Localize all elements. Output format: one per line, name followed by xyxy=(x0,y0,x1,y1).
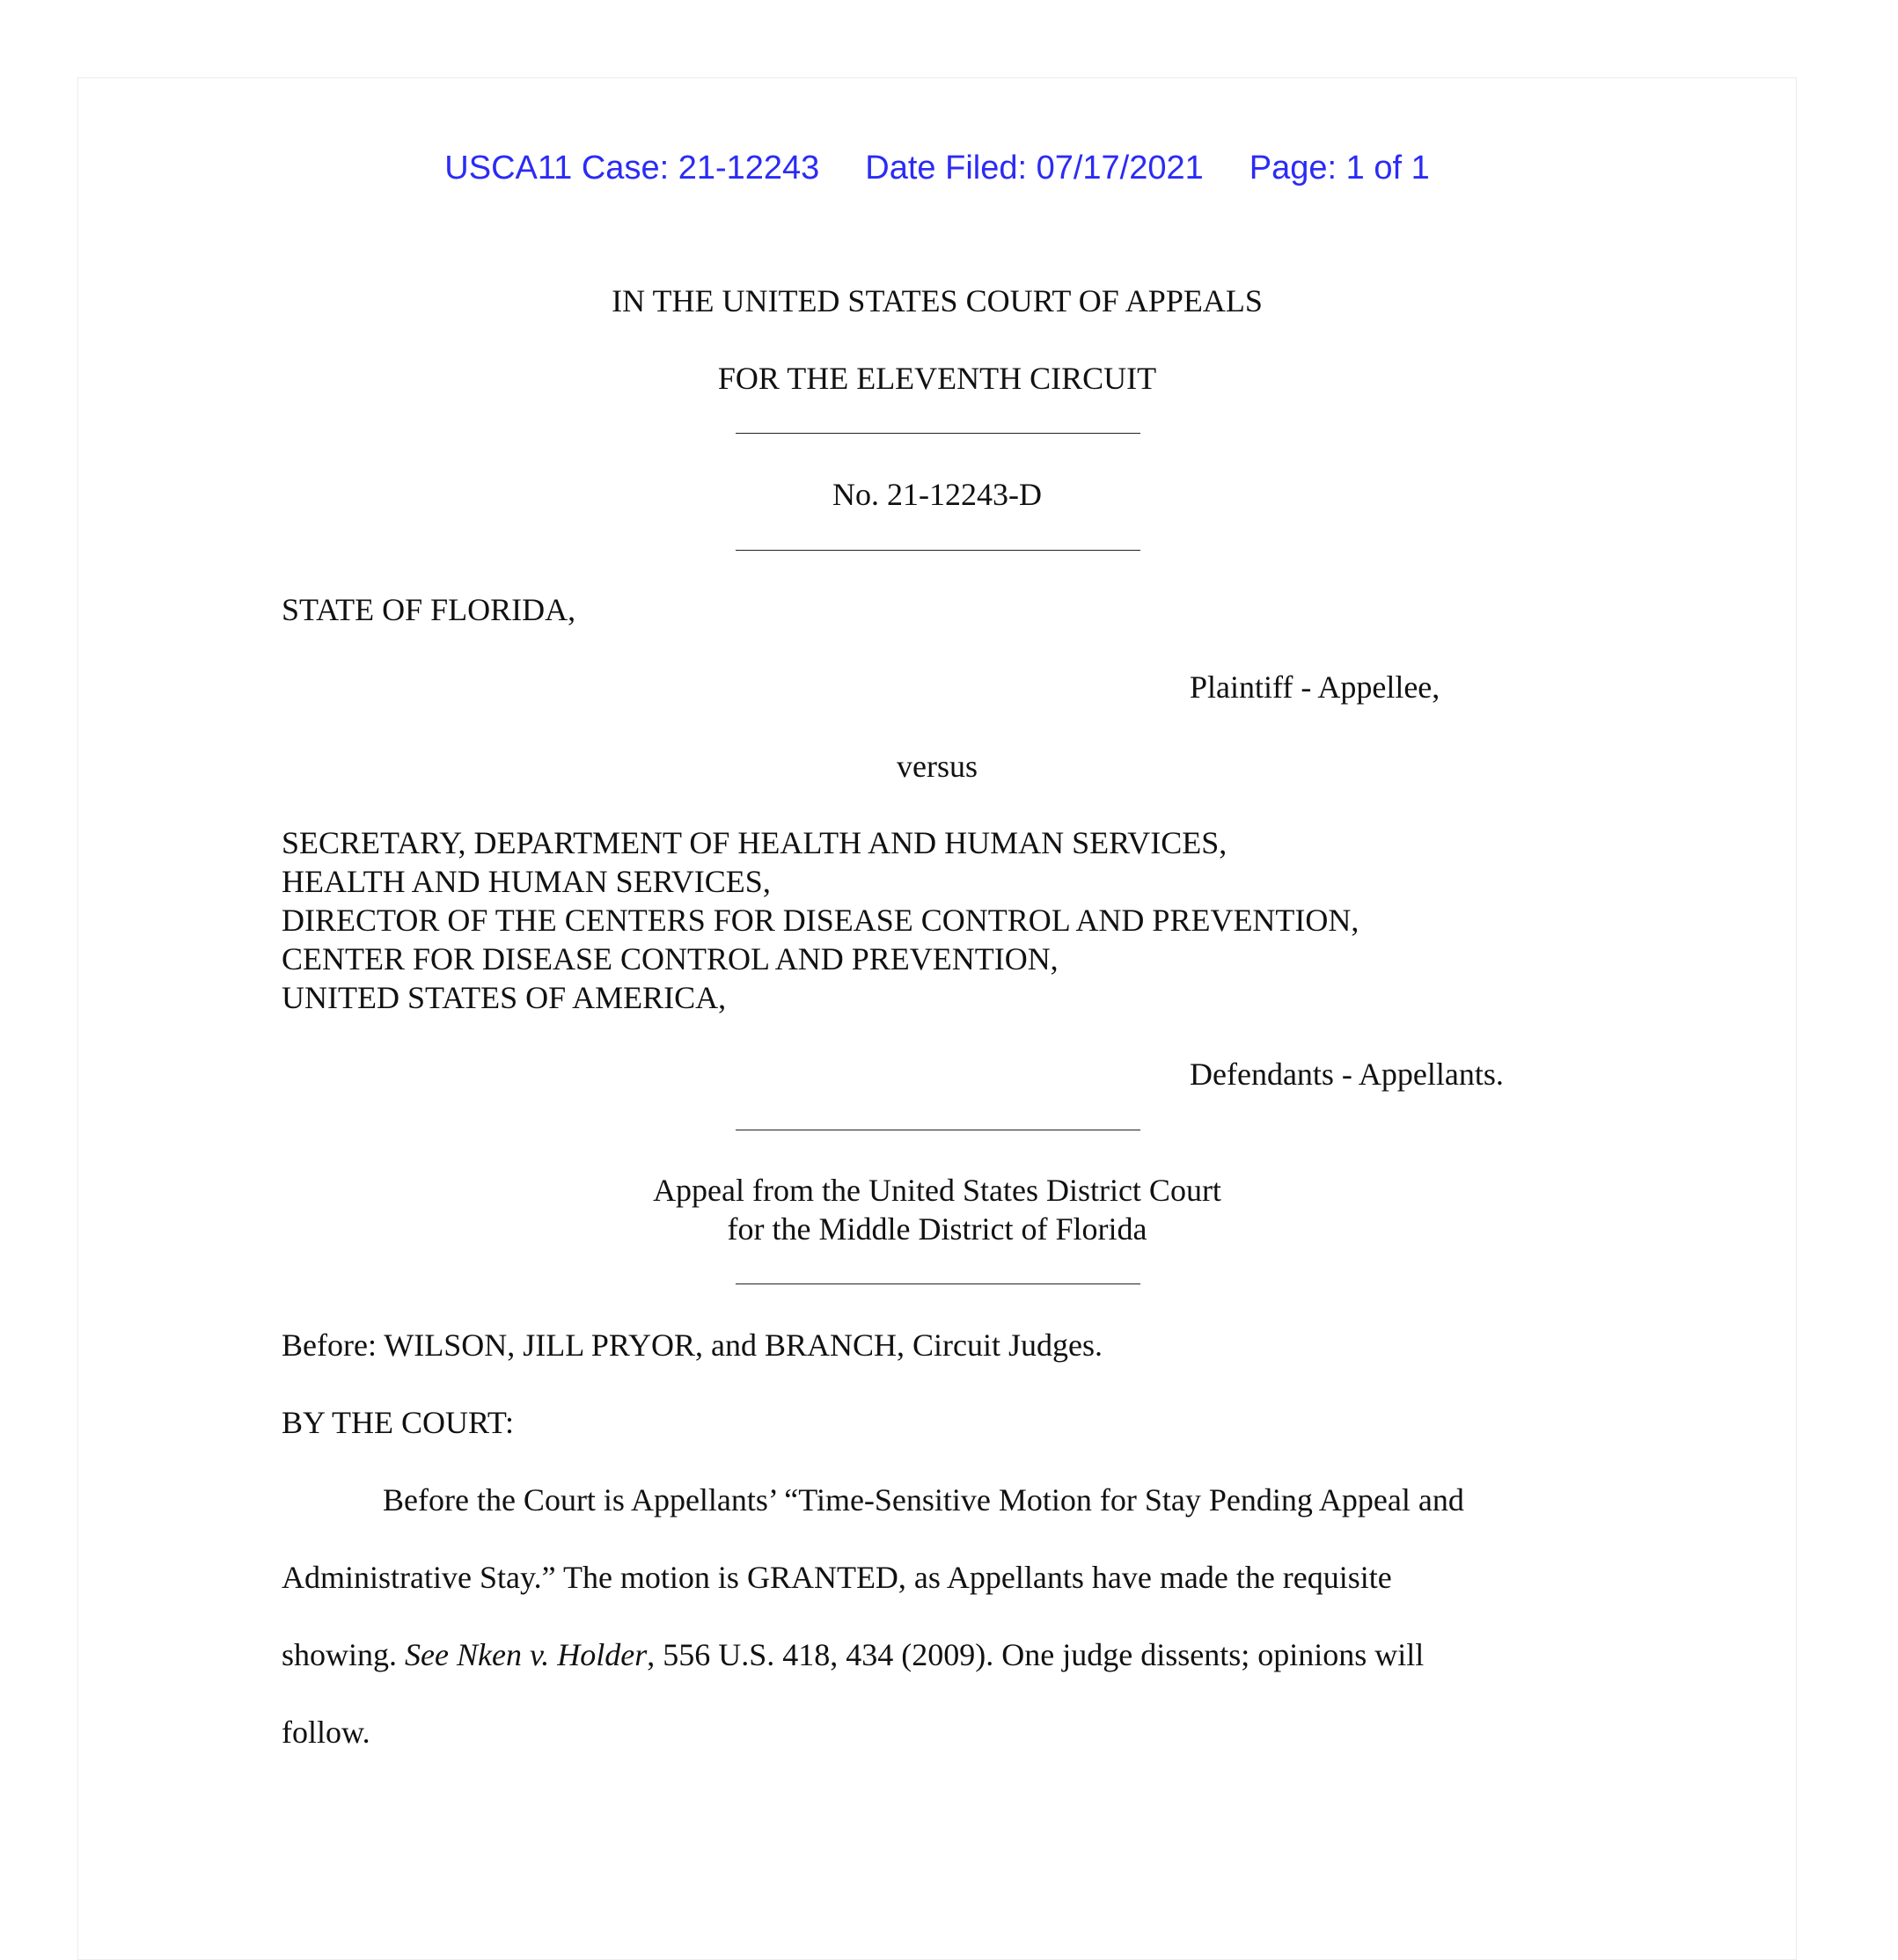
plaintiff-name: STATE OF FLORIDA, xyxy=(282,592,576,627)
plaintiff-role: Plaintiff - Appellee, xyxy=(1190,669,1440,705)
page-count: Page: 1 of 1 xyxy=(1249,150,1430,186)
defendant-line: HEALTH AND HUMAN SERVICES, xyxy=(282,864,771,899)
appeal-source-line1: Appeal from the United States District Court xyxy=(653,1173,1221,1208)
filing-header xyxy=(0,150,1874,187)
court-title: IN THE UNITED STATES COURT OF APPEALS xyxy=(612,283,1263,318)
order-text-segment: , 556 U.S. 418, 434 (2009). One judge dissents; opinions will xyxy=(647,1637,1425,1672)
divider-rule xyxy=(736,433,1140,434)
defendant-line: UNITED STATES OF AMERICA, xyxy=(282,980,727,1015)
order-text-line: Before the Court is Appellants’ “Time-Sensitive Motion for Stay Pending Appeal and xyxy=(383,1482,1464,1518)
defendants-role: Defendants - Appellants. xyxy=(1190,1057,1504,1092)
versus-label: versus xyxy=(897,749,978,784)
order-text-line: follow. xyxy=(282,1715,370,1750)
date-filed: Date Filed: 07/17/2021 xyxy=(865,150,1204,186)
defendant-line: CENTER FOR DISEASE CONTROL AND PREVENTION, xyxy=(282,941,1059,976)
case-citation: See Nken v. Holder xyxy=(405,1637,648,1672)
order-text-line xyxy=(282,1635,1424,1674)
order-text-line: Administrative Stay.” The motion is GRANTED, as Appellants have made the requisite xyxy=(282,1560,1392,1595)
defendant-line: DIRECTOR OF THE CENTERS FOR DISEASE CONTROL AND PREVENTION, xyxy=(282,903,1359,938)
divider-rule xyxy=(736,550,1140,551)
by-the-court-heading: BY THE COURT: xyxy=(282,1405,515,1440)
order-text-segment: showing. xyxy=(282,1637,406,1672)
circuit-title: FOR THE ELEVENTH CIRCUIT xyxy=(717,361,1157,396)
panel-judges: Before: WILSON, JILL PRYOR, and BRANCH, Circuit Judges. xyxy=(282,1327,1103,1363)
case-number: USCA11 Case: 21-12243 xyxy=(444,150,820,186)
defendant-line: SECRETARY, DEPARTMENT OF HEALTH AND HUMAN SERVICES, xyxy=(282,825,1227,860)
docket-number: No. 21-12243-D xyxy=(832,477,1042,512)
appeal-source-line2: for the Middle District of Florida xyxy=(727,1211,1147,1247)
